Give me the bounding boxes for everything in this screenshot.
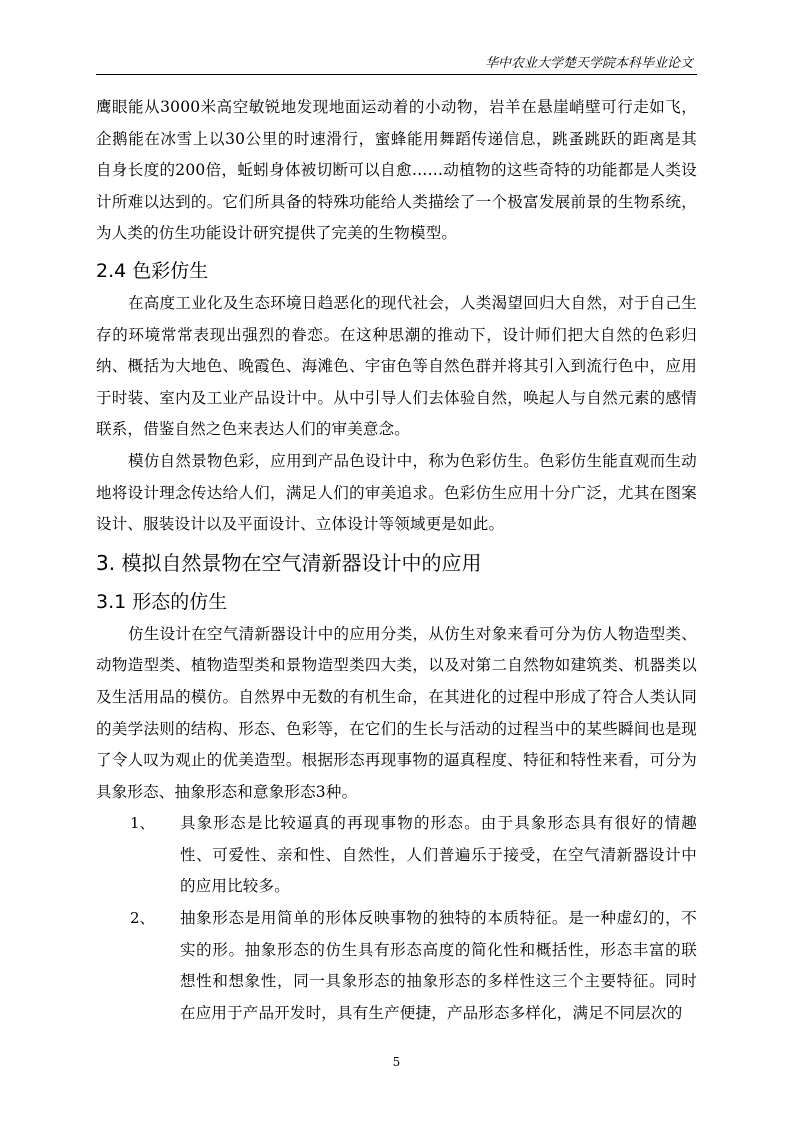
list-item-text: 具象形态是比较逼真的再现事物的形态。由于具象形态具有很好的情趣性、可爱性、亲和性、自然性，人们普遍乐于接受，在空气清新器设计中的应用比较多。 — [180, 814, 697, 896]
paragraph-color-bionics: 模仿自然景物色彩，应用到产品色设计中，称为色彩仿生。色彩仿生能直观而生动地将设计理念传达给人们，满足人们的审美追求。色彩仿生应用十分广泛，尤其在图案设计、服装设计以及平面设计、立体设计等领域更是如此。 — [96, 451, 697, 534]
section-heading-3-1: 3.1 形态的仿生 — [96, 590, 228, 613]
page-content — [96, 92, 697, 1029]
paragraph-color-nature: 在高度工业化及生态环境日趋恶化的现代社会，人类渴望回归大自然，对于自己生存的环境常常表现出强烈的眷恋。在这种思潮的推动下，设计师们把大自然的色彩归纳、概括为大地色、晚霞色、海滩色、宇宙色等自然色群并将其引入到流行色中，应用于时装、室内及工业产品设计中。从中引导人们去体验自然，唤起人与自然元素的感情联系，借鉴自然之色来表达人们的审美意念。 — [96, 293, 697, 439]
header-title: 华中农业大学楚天学院本科毕业论文 — [484, 56, 693, 71]
list-item — [96, 903, 697, 1029]
list-item-text: 抽象形态是用简单的形体反映事物的独特的本质特征。是一种虚幻的，不实的形。抽象形态的仿生具有形态高度的简化性和概括性，形态丰富的联想性和想象性，同一具象形态的抽象形态的多样性这三个主要特征。同时在应用于产品开发时，具有生产便捷，产品形态多样化，满足不同层次的 — [180, 909, 697, 1022]
section-heading-2-4: 2.4 色彩仿生 — [96, 259, 209, 282]
page-number: 5 — [392, 1055, 401, 1069]
list-item-number: 1、 — [130, 814, 155, 833]
page-header — [96, 50, 697, 75]
paragraph-form-bionics: 仿生设计在空气清新器设计中的应用分类，从仿生对象来看可分为仿人物造型类、动物造型类、植物造型类和景物造型类四大类，以及对第二自然物如建筑类、机器类以及生活用品的模仿。自然界中无数的有机生命，在其进化的过程中形成了符合人类认同的美学法则的结构、形态、色彩等，在它们的生长与活动的过程当中的某些瞬间也是现了令人叹为观止的优美造型。根据形态再现事物的逼真程度、特征和特性来看，可分为具象形态、抽象形态和意象形态3种。 — [96, 624, 697, 801]
paragraph-animal-functions: 鹰眼能从3000米高空敏锐地发现地面运动着的小动物，岩羊在悬崖峭壁可行走如飞，企鹅能在冰雪上以30公里的时速滑行，蜜蜂能用舞蹈传递信息，跳蚤跳跃的距离是其自身长度的200倍，蚯蚓身体被切断可以自愈……动植物的这些奇特的功能都是人类设计所难以达到的。它们所具备的特殊功能给人类描绘了一个极富发展前景的生物系统，为人类的仿生功能设计研究提供了完美的生物模型。 — [96, 98, 697, 243]
section-heading-3: 3. 模拟自然景物在空气清新器设计中的应用 — [96, 550, 482, 575]
list-item-number: 2、 — [130, 909, 155, 928]
list-item — [96, 808, 697, 903]
